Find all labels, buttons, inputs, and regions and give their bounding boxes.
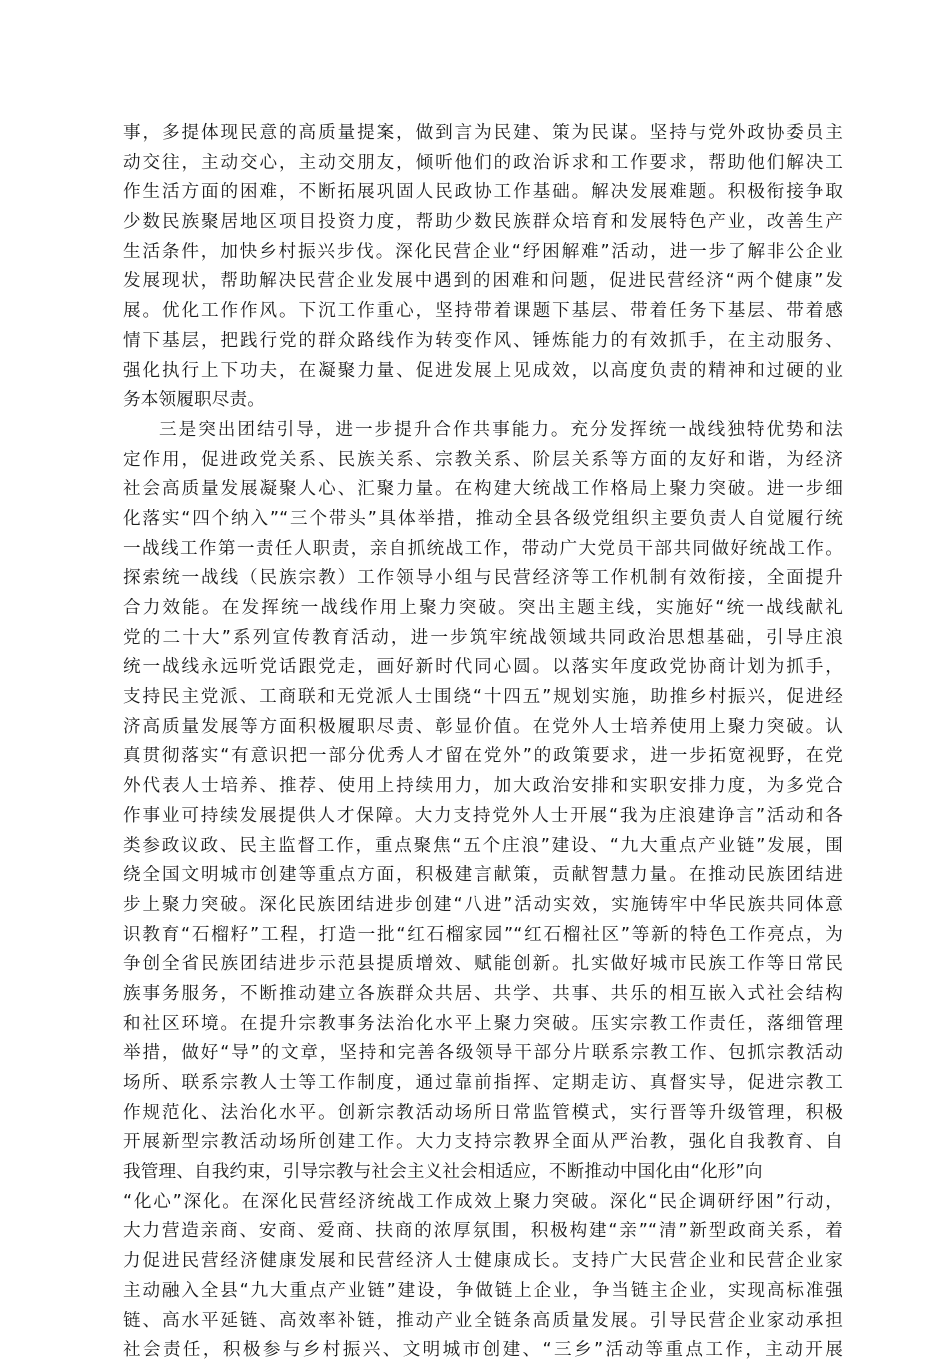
text-line: “化心”深化。在深化民营经济统战工作成效上聚力突破。深化“民企调研纾困”行动， [123,1191,843,1212]
text-line: 发展现状，帮助解决民营企业发展中遇到的困难和问题，促进民营经济“两个健康”发 [123,271,843,292]
text-line: 强化执行上下功夫，在凝聚力量、促进发展上见成效，以高度负责的精神和过硬的业 [123,360,843,381]
text-line: 主动融入全县“九大重点产业链”建设，争做链上企业，争当链主企业，实现高标准强 [123,1280,843,1301]
text-line: 事，多提体现民意的高质量提案，做到言为民建、策为民谋。坚持与党外政协委员主 [123,123,843,143]
text-line: 支持民主党派、工商联和无党派人士围绕“十四五”规划实施，助推乡村振兴，促进经 [123,687,843,708]
text-line: 大力营造亲商、安商、爱商、扶商的浓厚氛围，积极构建“亲”“清”新型政商关系，着 [123,1221,843,1242]
text-line: 我管理、自我约束，引导宗教与社会主义社会相适应，不断推动中国化由“化形”向 [123,1162,763,1183]
text-line: 作生活方面的困难，不断拓展巩固人民政协工作基础。解决发展难题。积极衔接争取 [123,182,843,203]
body-text [123,119,843,1366]
text-line: 绕全国文明城市创建等重点方面，积极建言献策，贡献智慧力量。在推动民族团结进 [123,865,843,886]
text-line: 作规范化、法治化水平。创新宗教活动场所日常监管模式，实行晋等升级管理，积极 [123,1102,843,1123]
text-line: 力促进民营经济健康发展和民营经济人士健康成长。支持广大民营企业和民营企业家 [123,1251,843,1272]
text-line: 真贯彻落实“有意识把一部分优秀人才留在党外”的政策要求，进一步拓宽视野，在党 [123,746,843,767]
text-line: 社会责任，积极参与乡村振兴、文明城市创建、“三乡”活动等重点工作，主动开展 [123,1340,843,1361]
text-line: 党的二十大”系列宣传教育活动，进一步筑牢统战领域共同政治思想基础，引导庄浪 [123,627,843,648]
text-line: 场所、联系宗教人士等工作制度，通过靠前指挥、定期走访、真督实导，促进宗教工 [123,1073,843,1093]
text-line: 一战线工作第一责任人职责，亲自抓统战工作，带动广大党员干部共同做好统战工作。 [123,538,843,559]
text-line: 化落实“四个纳入”“三个带头”具体举措，推动全县各级党组织主要负责人自觉履行统 [123,508,843,529]
text-line: 族事务服务，不断推动建立各族群众共居、共学、共事、共乐的相互嵌入式社会结构 [123,983,843,1004]
text-line: 开展新型宗教活动场所创建工作。大力支持宗教界全面从严治教，强化自我教育、自 [123,1132,843,1153]
text-line: 和社区环境。在提升宗教事务法治化水平上聚力突破。压实宗教工作责任，落细管理 [123,1013,843,1034]
text-line: 济高质量发展等方面积极履职尽责、彰显价值。在党外人士培养使用上聚力突破。认 [123,716,843,737]
text-line: 统一战线永远听党话跟党走，画好新时代同心圆。以落实年度政党协商计划为抓手， [123,657,843,678]
text-line: 识教育“石榴籽”工程，打造一批“红石榴家园”“红石榴社区”等新的特色工作亮点，为 [123,924,843,945]
text-line: 合力效能。在发挥统一战线作用上聚力突破。突出主题主线，实施好“统一战线献礼 [123,598,843,618]
text-line: 社会高质量发展凝聚人心、汇聚力量。在构建大统战工作格局上聚力突破。进一步细 [123,479,843,500]
text-line: 定作用，促进政党关系、民族关系、宗教关系、阶层关系等方面的友好和谐，为经济 [123,449,843,470]
text-line: 探索统一战线（民族宗教）工作领导小组与民营经济等工作机制有效衔接，全面提升 [123,568,843,589]
text-line: 争创全省民族团结进步示范县提质增效、赋能创新。扎实做好城市民族工作等日常民 [123,954,843,975]
text-line: 作事业可持续发展提供人才保障。大力支持党外人士开展“我为庄浪建诤言”活动和各 [123,805,843,826]
text-line: 动交往，主动交心，主动交朋友，倾听他们的政治诉求和工作要求，帮助他们解决工 [123,152,843,173]
text-line: 举措，做好“导”的文章，坚持和完善各级领导干部分片联系宗教工作、包抓宗教活动 [123,1043,843,1064]
text-line: 生活条件，加快乡村振兴步伐。深化民营企业“纾困解难”活动，进一步了解非公企业 [123,241,843,262]
text-line: 情下基层，把践行党的群众路线作为转变作风、锤炼能力的有效抓手，在主动服务、 [123,330,843,351]
text-line: 步上聚力突破。深化民族团结进步创建“八进”活动实效，实施铸牢中华民族共同体意 [123,894,843,915]
paragraph-start-line: 三是突出团结引导，进一步提升合作共事能力。充分发挥统一战线独特优势和法 [159,419,843,440]
text-line: 展。优化工作作风。下沉工作重心，坚持带着课题下基层、带着任务下基层、带着感 [123,301,843,322]
text-line: 外代表人士培养、推荐、使用上持续用力，加大政治安排和实职安排力度，为多党合 [123,776,843,797]
text-line: 类参政议政、民主监督工作，重点聚焦“五个庄浪”建设、“九大重点产业链”发展，围 [123,835,843,856]
text-line: 少数民族聚居地区项目投资力度，帮助少数民族群众培育和发展特色产业，改善生产 [123,212,843,233]
text-line: 链、高水平延链、高效率补链，推动产业全链条高质量发展。引导民营企业家动承担 [123,1310,843,1331]
paragraph-end-line: 务本领履职尽责。 [123,390,265,411]
